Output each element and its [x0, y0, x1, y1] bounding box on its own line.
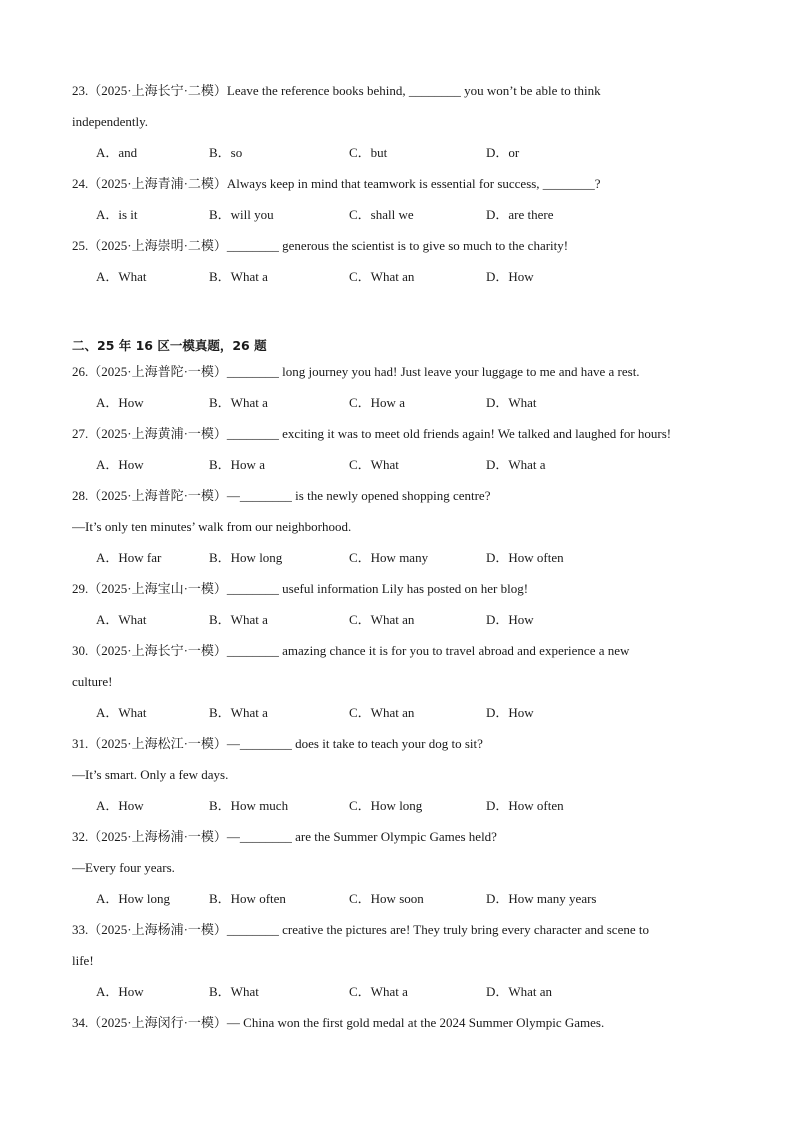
question-stem: 26.（2025·上海普陀·一模）________ long journey you had! Just leave your luggage to me and have a rest.: [72, 364, 640, 379]
option-a[interactable]: A．and: [96, 145, 138, 160]
options-row: [72, 703, 734, 723]
question-stem-continued: —Every four years.: [72, 860, 175, 875]
question-stem: 34.（2025·上海闵行·一模）— China won the first gold medal at the 2024 Summer Olympic Games.: [72, 1015, 605, 1030]
option-a[interactable]: A．What: [96, 269, 147, 284]
option-b[interactable]: B．How long: [209, 550, 283, 565]
option-d[interactable]: D．What: [486, 395, 537, 410]
option-b[interactable]: B．What: [209, 984, 259, 999]
question-stem-continued: independently.: [72, 114, 149, 129]
question-stem: 30.（2025·上海长宁·一模）________ amazing chance it is for you to travel abroad and experience a new: [72, 643, 630, 658]
option-b[interactable]: B．How much: [209, 798, 289, 813]
option-a[interactable]: A．How long: [96, 891, 171, 906]
options-row: [72, 267, 734, 287]
question-stem: 23.（2025·上海长宁·二模）Leave the reference books behind, ________ you won’t be able to think: [72, 83, 601, 98]
question-stem: 25.（2025·上海崇明·二模）________ generous the scientist is to give so much to the charity!: [72, 238, 569, 253]
option-b[interactable]: B．How often: [209, 891, 286, 906]
options-row: [72, 455, 734, 475]
option-c[interactable]: C．How long: [349, 798, 423, 813]
options-row: [72, 205, 734, 225]
option-c[interactable]: C．What an: [349, 269, 415, 284]
option-d[interactable]: D．How: [486, 705, 534, 720]
question-stem: 31.（2025·上海松江·一模）—________ does it take to teach your dog to sit?: [72, 736, 483, 751]
option-b[interactable]: B．will you: [209, 207, 274, 222]
option-c[interactable]: C．but: [349, 145, 388, 160]
option-a[interactable]: A．is it: [96, 207, 138, 222]
options-row: [72, 889, 734, 909]
question-stem: 33.（2025·上海杨浦·一模）________ creative the pictures are! They truly bring every character and scene to: [72, 922, 649, 937]
option-b[interactable]: B．What a: [209, 612, 268, 627]
option-d[interactable]: D．What a: [486, 457, 546, 472]
option-b[interactable]: B．What a: [209, 705, 268, 720]
option-d[interactable]: D．How often: [486, 798, 564, 813]
option-c[interactable]: C．What a: [349, 984, 408, 999]
question-stem: 29.（2025·上海宝山·一模）________ useful information Lily has posted on her blog!: [72, 581, 529, 596]
option-c[interactable]: C．How many: [349, 550, 429, 565]
option-a[interactable]: A．How far: [96, 550, 162, 565]
options-row: [72, 143, 734, 163]
options-row: [72, 548, 734, 568]
option-c[interactable]: C．shall we: [349, 207, 414, 222]
question-stem-continued: life!: [72, 953, 94, 968]
option-c[interactable]: C．What an: [349, 612, 415, 627]
question-stem: 24.（2025·上海青浦·二模）Always keep in mind that teamwork is essential for success, ________?: [72, 176, 601, 191]
option-a[interactable]: A．How: [96, 457, 144, 472]
option-a[interactable]: A．What: [96, 705, 147, 720]
option-c[interactable]: C．What an: [349, 705, 415, 720]
options-row: [72, 796, 734, 816]
question-stem: 28.（2025·上海普陀·一模）—________ is the newly opened shopping centre?: [72, 488, 491, 503]
options-row: [72, 610, 734, 630]
option-c[interactable]: C．What: [349, 457, 399, 472]
option-a[interactable]: A．What: [96, 612, 147, 627]
question-stem-continued: —It’s only ten minutes’ walk from our neighborhood.: [72, 519, 352, 534]
question-stem: 32.（2025·上海杨浦·一模）—________ are the Summer Olympic Games held?: [72, 829, 497, 844]
question-stem: 27.（2025·上海黄浦·一模）________ exciting it was to meet old friends again! We talked and laughed for hours!: [72, 426, 672, 441]
option-b[interactable]: B．What a: [209, 269, 268, 284]
option-a[interactable]: A．How: [96, 984, 144, 999]
option-b[interactable]: B．What a: [209, 395, 268, 410]
option-d[interactable]: D．How: [486, 612, 534, 627]
options-row: [72, 393, 734, 413]
option-b[interactable]: B．How a: [209, 457, 265, 472]
option-d[interactable]: D．or: [486, 145, 520, 160]
option-d[interactable]: D．How: [486, 269, 534, 284]
option-a[interactable]: A．How: [96, 798, 144, 813]
option-c[interactable]: C．How soon: [349, 891, 424, 906]
option-d[interactable]: D．What an: [486, 984, 553, 999]
options-row: [72, 982, 734, 1002]
option-d[interactable]: D．How often: [486, 550, 564, 565]
option-a[interactable]: A．How: [96, 395, 144, 410]
option-c[interactable]: C．How a: [349, 395, 405, 410]
question-stem-continued: —It’s smart. Only a few days.: [72, 767, 229, 782]
question-stem-continued: culture!: [72, 674, 113, 689]
option-b[interactable]: B．so: [209, 145, 243, 160]
option-d[interactable]: D．are there: [486, 207, 554, 222]
option-d[interactable]: D．How many years: [486, 891, 597, 906]
section-title: 二、25 年 16 区一模真题，26 题: [72, 338, 267, 353]
